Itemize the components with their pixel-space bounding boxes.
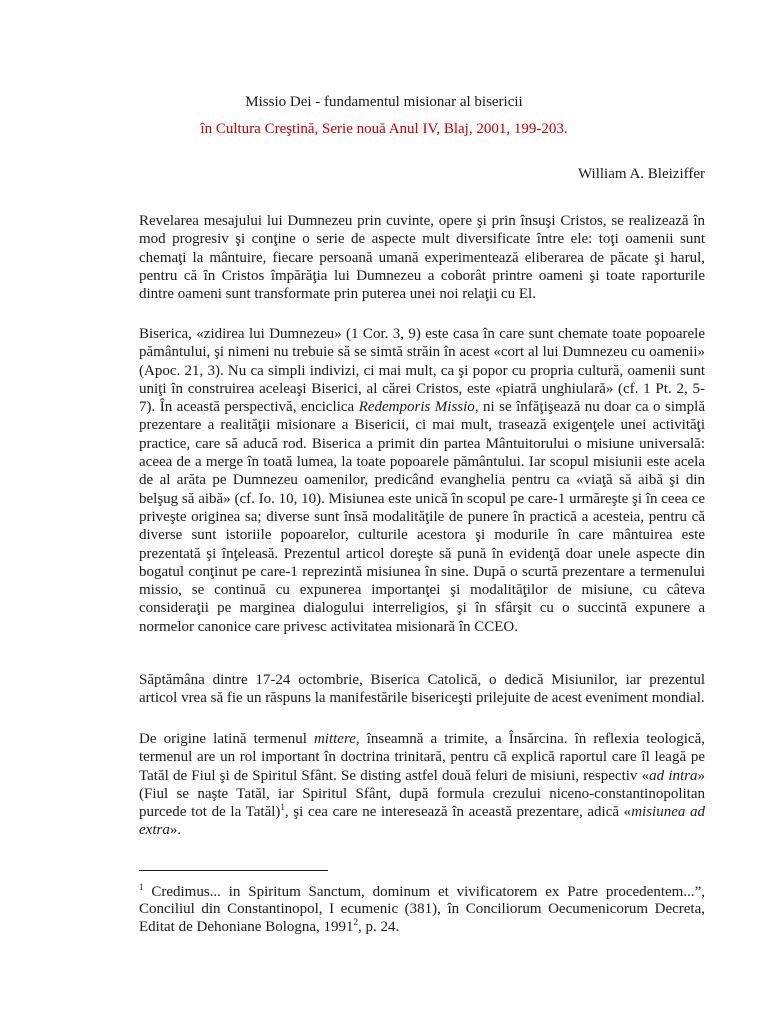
publication-citation: în Cultura Creştină, Serie nouă Anul IV, Blaj, 2001, 199-203. — [200, 121, 568, 137]
paragraph-4-text-a: De origine latină termenul — [139, 731, 314, 747]
paragraph-3-text: Săptămâna dintre 17-24 octombrie, Biserica Catolică, o dedică Misiunilor, iar prezentul articol vrea să fie un răspuns la manifestările bisericeşti prilejuite de acest eveniment mondial. — [139, 672, 705, 707]
footnote-text-b: , p. 24. — [358, 918, 400, 935]
footnote-reference[interactable]: 1 — [280, 802, 285, 813]
term-mittere: mittere — [313, 731, 356, 747]
paragraph-4-text-c: » (Fiul se naşte Tatăl, iar Spiritul Sfânt, după formula crezului niceno-constantinopolitan purcede tot de la Tatăl) — [139, 767, 705, 821]
paragraph-2-text-a: Biserica, «zidirea lui Dumnezeu» (1 Cor. 3, 9) este casa în care sunt chemate toate popoarele pământului, şi nimeni nu trebuie să se simtă străin în acest «cort al lui Dumnezeu cu oamenii» (Apoc. 21, 3). Nu ca simpli indivizi, ci mai mult, ca şi popor cu propria cultură, oamenii sunt uniţi în construirea aceleaşi Biserici, al cărei Cristos, este «piatră unghiulară» (cf. 1 Pt. 2, 5-7). În această perspectivă, enciclica — [139, 326, 705, 416]
paragraph-4-text-b: , înseamnă a trimite, a Însărcina. în reflexia teologică, termenul are un rol important în doctrina trinitară, pentru că explică raportul care îl leagă pe Tatăl de Fiul şi de Spiritul Sfânt. Se disting astfel două feluri de misiuni, respectiv « — [139, 731, 705, 784]
paragraph-3 — [139, 671, 705, 716]
author-name: William A. Bleiziffer — [577, 166, 705, 182]
paragraph-1-text: Revelarea mesajului lui Dumnezeu prin cuvinte, opere şi prin însuşi Cristos, se realizează în mod progresiv şi conţine o serie de aspecte mult diversificate între ele: toţi oamenii sunt chemaţi la mântuire, fiecare persoană umană experimentează eliberarea de păcate şi harul, pentru că în Cristos împărăţia lui Dumnezeu a coborât printre oameni şi toate raporturile dintre oameni sunt transformate prin puterea unei noi relaţii cu El. — [139, 213, 705, 303]
paragraph-2-text-b: , ni se înfăţişează nu doar ca o simplă prezentare a realităţii misionare a Bisericii, ci mai mult, trasează exigenţele unei activităţi practice, care să aducă rod. Biserica a primit din partea Mântuitorului o misiune universală: aceea de a merge în toată lumea, la toate popoarele pământului. Iar scopul misiunii este acela de al arăta pe Dumnezeu oamenilor, predicând evanghelia pentru ca «viaţă să aibă şi din belşug să aibă» (cf. Io. 10, 10). Misiunea este unică în scopul pe care-1 urmăreşte şi în ceea ce priveşte originea sa; diverse sunt însă modalităţile de punere în practică a acesteia, pentru că diverse sunt istoriile popoarelor, culturile acestora şi modurile în care mântuirea este prezentată şi înţeleasă. Prezentul articol doreşte să pună în evidenţă doar unele aspecte din bogatul conţinut pe care-1 reprezintă misiunea în sine. După o scurtă prezentare a termenului missio, se continuă cu expunerea importanţei şi modalităţilor de misiune, cu câteva consideraţii pe marginea dialogului interreligios, şi în sfârşit cu o succintă expunere a normelor canonice care privesc activitatea misionară în CCEO. — [139, 399, 705, 635]
encyclical-title: Redemporis Missio — [358, 399, 475, 416]
paragraph-4-text-e: ». — [169, 822, 182, 839]
edition-superscript: 2 — [353, 916, 359, 927]
term-ad-intra: ad intra — [649, 767, 698, 784]
paragraph-4 — [139, 730, 705, 848]
document-title: Missio Dei - fundamentul misionar al bisericii — [245, 94, 523, 110]
footnote — [139, 884, 705, 936]
footnote-text-a: Credimus... in Spiritum Sanctum, dominum et vivificatorem ex Patre procedentem...”, Conciliul din Constantinopol, I ecumenic (381), în Conciliorum Oecumenicorum Decreta, Editat de Dehoniane Bologna, 1991 — [139, 884, 705, 935]
footnote-marker: 1 — [139, 882, 144, 892]
footnote-separator — [139, 870, 328, 871]
paragraph-4-text-d: , şi cea care ne interesează în această prezentare, adică « — [284, 804, 632, 821]
paragraph-2 — [139, 325, 705, 644]
term-ad-extra: misiunea ad extra — [139, 804, 706, 839]
paragraph-1 — [139, 212, 705, 311]
